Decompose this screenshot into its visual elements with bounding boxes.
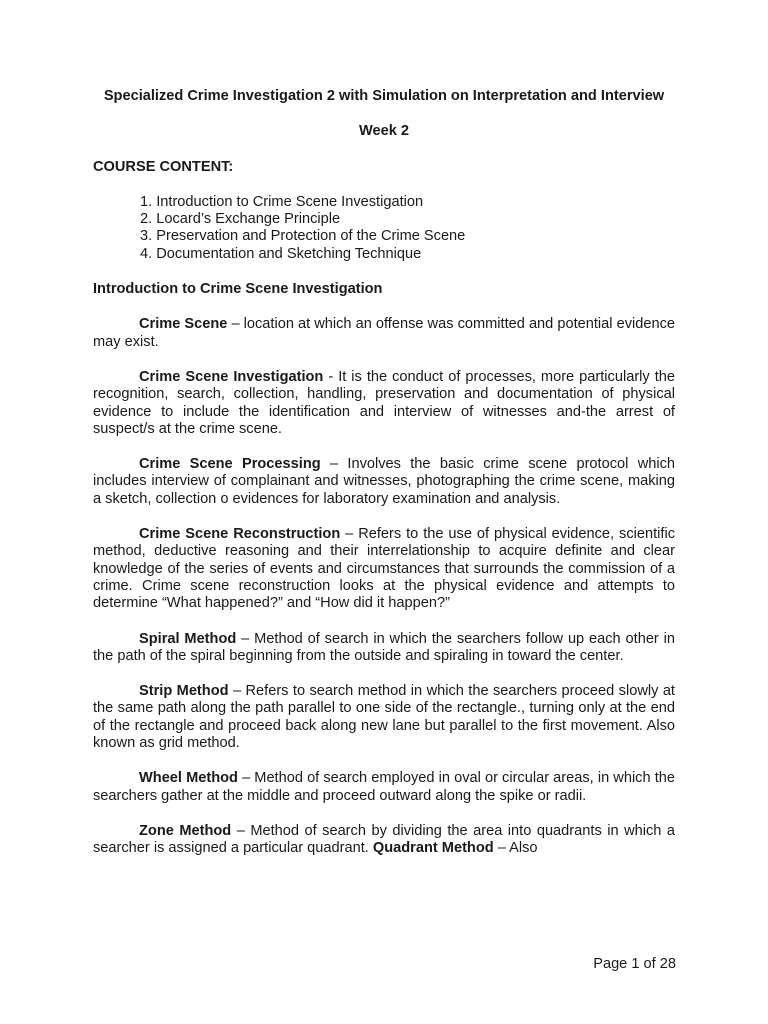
definition-term: Crime Scene Reconstruction [139, 526, 341, 543]
definition-spiral-method [93, 631, 675, 666]
page-content [93, 88, 675, 858]
definition-crime-scene-processing [93, 456, 675, 508]
definition-text: – Also [493, 840, 538, 857]
definition-text: – location at which an offense was committed and potential evidence may exist. [93, 316, 675, 350]
definition-text: – Involves the basic crime scene protocol which includes interview of complainant and witnesses, photographing the crime scene, making a sketch, collection o evidences for laboratory examination and analysis. [93, 456, 675, 507]
definition-zone-method [93, 823, 675, 858]
definition-term: Spiral Method [139, 630, 237, 647]
definition-term: Strip Method [139, 683, 229, 700]
list-item: 1. Introduction to Crime Scene Investigation [140, 193, 424, 210]
definition-term: Crime Scene [139, 316, 228, 333]
definition-text: – Refers to the use of physical evidence, scientific method, deductive reasoning and their interrelationship to acquire definite and clear knowledge of the series of events and circumstances that surrounds the commission of a crime. Crime scene reconstruction looks at the physical evidence and attempts to determine “What happened?” and “How did it happen?” [93, 526, 675, 612]
definition-crime-scene-reconstruction [93, 526, 675, 612]
list-item: 3. Preservation and Protection of the Crime Scene [140, 228, 466, 245]
course-content-heading: COURSE CONTENT: [93, 158, 234, 175]
definition-term: Crime Scene Investigation [139, 368, 324, 385]
definition-text: - It is the conduct of processes, more particularly the recognition, search, collection, handling, preservation and documentation of physical evidence to include the identification and interview of witnesses and-the arrest of suspect/s at the crime scene. [93, 368, 675, 437]
week-label: Week 2 [358, 123, 410, 140]
definition-term: Quadrant Method [372, 840, 494, 857]
course-content-list [93, 194, 675, 263]
list-item: 4. Documentation and Sketching Technique [140, 245, 422, 262]
definition-term: Zone Method [139, 822, 232, 839]
definition-crime-scene [93, 316, 675, 351]
definition-text: – Refers to search method in which the searchers proceed slowly at the same path along the path parallel to one side of the rectangle., turning only at the end of the rectangle and proceed back along new lane but parallel to the first movement. Also known as grid method. [93, 683, 675, 752]
document-title: Specialized Crime Investigation 2 with Simulation on Interpretation and Interview [103, 88, 665, 104]
definition-term: Wheel Method [139, 770, 238, 787]
definition-text: – Method of search by dividing the area into quadrants in which a searcher is assigned a particular quadrant. [93, 822, 675, 857]
page-number: Page 1 of 28 [593, 956, 676, 972]
definition-text: – Method of search employed in oval or circular areas, in which the searchers gather at the middle and proceed outward along the spike or radii. [93, 770, 675, 804]
definition-term: Crime Scene Processing [139, 456, 321, 473]
definition-strip-method [93, 683, 675, 752]
section-heading: Introduction to Crime Scene Investigation [93, 281, 383, 298]
definition-wheel-method [93, 770, 675, 805]
list-item: 2. Locard’s Exchange Principle [140, 211, 341, 228]
definition-text: – Method of search in which the searchers follow up each other in the path of the spiral beginning from the outside and spiraling in toward the center. [93, 630, 676, 664]
definition-crime-scene-investigation [93, 369, 675, 438]
